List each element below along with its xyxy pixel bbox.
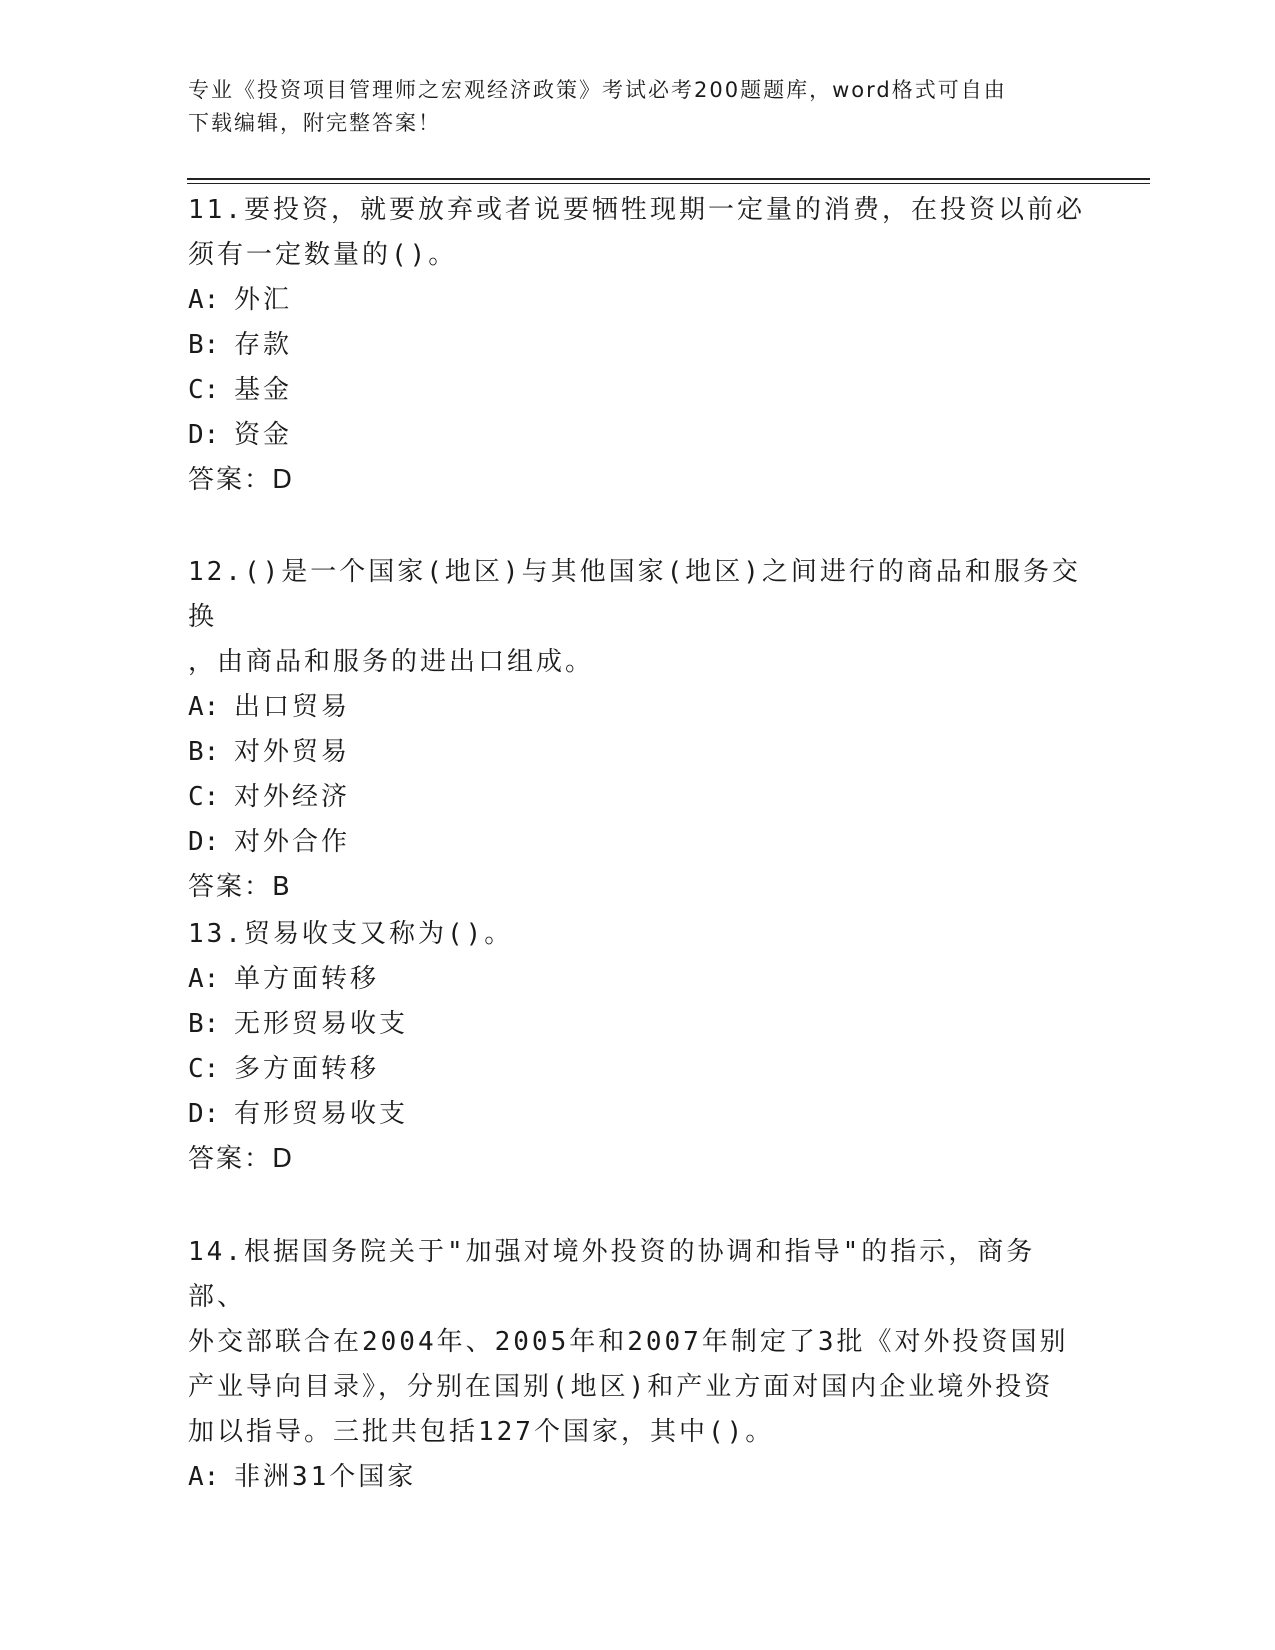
header-line-1: 专业《投资项目管理师之宏观经济政策》考试必考200题题库，word格式可自由 bbox=[188, 78, 1007, 102]
option-c bbox=[188, 368, 1088, 413]
option-text: 对外经济 bbox=[234, 782, 351, 812]
question-text-line: ，由商品和服务的进出口组成。 bbox=[188, 647, 595, 677]
question-text-line: 12.()是一个国家(地区)与其他国家(地区)之间进行的商品和服务交换 bbox=[188, 557, 1081, 632]
option-d bbox=[188, 413, 1088, 458]
option-text: 对外合作 bbox=[234, 827, 351, 857]
question-text bbox=[188, 550, 1088, 685]
question-13 bbox=[188, 912, 1088, 1182]
question-text-line: 11.要投资，就要放弃或者说要牺牲现期一定量的消费，在投资以前必 bbox=[188, 195, 1085, 225]
answer-line: 答案：D bbox=[188, 1144, 295, 1174]
question-text bbox=[188, 912, 1088, 957]
option-label: D: bbox=[188, 420, 220, 450]
option-label: A: bbox=[188, 692, 220, 722]
option-label: C: bbox=[188, 782, 220, 812]
option-label: B: bbox=[188, 737, 220, 767]
question-14 bbox=[188, 1230, 1088, 1500]
question-text-line: 产业导向目录》，分别在国别(地区)和产业方面对国内企业境外投资 bbox=[188, 1372, 1054, 1402]
option-c bbox=[188, 775, 1088, 820]
option-a bbox=[188, 957, 1088, 1002]
question-12 bbox=[188, 550, 1088, 910]
option-a bbox=[188, 278, 1088, 323]
option-text: 出口贸易 bbox=[234, 692, 351, 722]
option-label: D: bbox=[188, 1099, 220, 1129]
question-text bbox=[188, 188, 1088, 278]
document-header bbox=[188, 74, 1088, 140]
answer-line: 答案：D bbox=[188, 465, 295, 495]
question-text-line: 外交部联合在2004年、2005年和2007年制定了3批《对外投资国别 bbox=[188, 1327, 1069, 1357]
option-b bbox=[188, 323, 1088, 368]
option-text: 资金 bbox=[234, 420, 293, 450]
option-label: C: bbox=[188, 375, 220, 405]
header-divider-thin bbox=[187, 183, 1150, 184]
question-text bbox=[188, 1230, 1088, 1455]
option-d bbox=[188, 820, 1088, 865]
option-d bbox=[188, 1092, 1088, 1137]
option-label: B: bbox=[188, 330, 220, 360]
option-text: 非洲31个国家 bbox=[234, 1462, 417, 1492]
option-text: 存款 bbox=[234, 330, 293, 360]
option-text: 外汇 bbox=[234, 285, 293, 315]
option-c bbox=[188, 1047, 1088, 1092]
option-text: 有形贸易收支 bbox=[234, 1099, 409, 1129]
option-b bbox=[188, 730, 1088, 775]
option-label: D: bbox=[188, 827, 220, 857]
question-text-line: 13.贸易收支又称为()。 bbox=[188, 919, 514, 949]
option-b bbox=[188, 1002, 1088, 1047]
header-line-2: 下载编辑，附完整答案！ bbox=[188, 111, 441, 135]
option-text: 单方面转移 bbox=[234, 964, 380, 994]
header-divider-thick bbox=[187, 178, 1150, 180]
question-11 bbox=[188, 188, 1088, 503]
option-label: A: bbox=[188, 1462, 220, 1492]
option-text: 多方面转移 bbox=[234, 1054, 380, 1084]
option-a bbox=[188, 1455, 1088, 1500]
question-text-line: 加以指导。三批共包括127个国家，其中()。 bbox=[188, 1417, 775, 1447]
option-label: C: bbox=[188, 1054, 220, 1084]
option-label: B: bbox=[188, 1009, 220, 1039]
option-text: 无形贸易收支 bbox=[234, 1009, 409, 1039]
option-label: A: bbox=[188, 964, 220, 994]
option-a bbox=[188, 685, 1088, 730]
question-text-line: 14.根据国务院关于"加强对境外投资的协调和指导"的指示，商务部、 bbox=[188, 1237, 1036, 1312]
answer-line: 答案：B bbox=[188, 872, 292, 902]
option-text: 基金 bbox=[234, 375, 293, 405]
option-text: 对外贸易 bbox=[234, 737, 351, 767]
option-label: A: bbox=[188, 285, 220, 315]
question-text-line: 须有一定数量的()。 bbox=[188, 240, 458, 270]
